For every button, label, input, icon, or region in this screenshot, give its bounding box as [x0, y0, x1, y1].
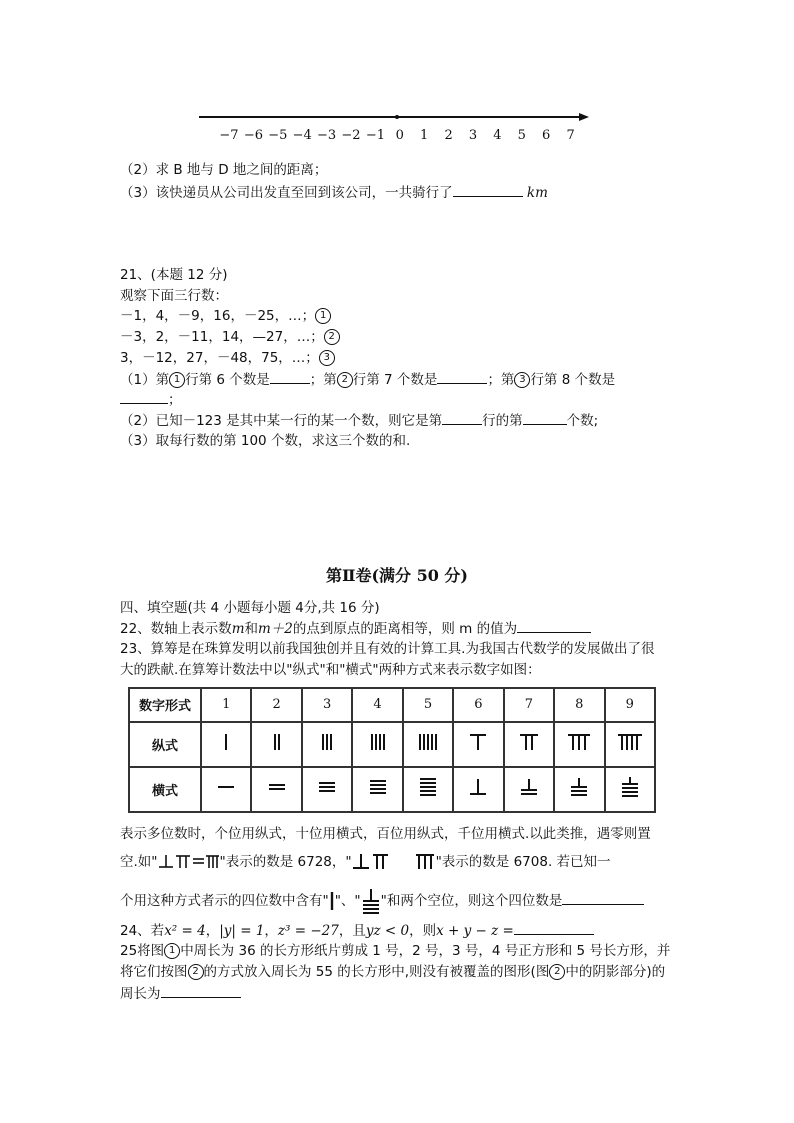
table-header-row: [129, 688, 655, 722]
q24-blank[interactable]: [514, 920, 594, 935]
q21-row1: [120, 306, 331, 326]
q22-b: 和: [244, 621, 258, 637]
tick-label: −7: [219, 128, 239, 143]
q22-a: 22、数轴上表示数: [120, 621, 232, 637]
q21-row2: [120, 327, 340, 347]
q24-b: ，且: [338, 923, 366, 939]
tick-label: −5: [268, 128, 288, 143]
q22-m: m: [231, 621, 245, 637]
zong-cell: [605, 722, 656, 767]
q23-l5-c: "和两个空位，则这个四位数是: [380, 893, 563, 909]
figure1-marker: 1: [164, 943, 180, 959]
row2-marker: 2: [324, 329, 340, 345]
heng-cell: [504, 767, 554, 812]
rod-heng-9-icon: [615, 776, 645, 798]
tick-label: 3: [468, 128, 478, 143]
heng-cell: [302, 767, 352, 812]
q25-l2-a: 将它们按图: [120, 964, 188, 980]
digit-4: 4: [352, 688, 402, 722]
q25-l2-c: 中的阴影部分)的: [565, 964, 666, 980]
q25-blank[interactable]: [161, 983, 241, 998]
q21-p1-a: （1）第: [120, 372, 170, 388]
heng-cell: [554, 767, 604, 812]
rod-zong-6-icon: [463, 731, 493, 753]
q21-blank-4[interactable]: [442, 410, 482, 425]
digit-7: 7: [504, 688, 554, 722]
section-title: 第Ⅱ卷(满分 50 分): [325, 566, 469, 585]
digit-5: 5: [403, 688, 453, 722]
row3-marker: 3: [319, 350, 335, 366]
q21-p1-b: 行第 6 个数是: [185, 372, 270, 388]
tick-label: 6: [542, 128, 551, 143]
q24-eq5: x + y − z =: [436, 923, 514, 939]
tick-label: 1: [420, 128, 429, 143]
heng-row: [129, 767, 655, 812]
row2-marker: 2: [337, 372, 353, 388]
rods-6708-icon: [352, 852, 436, 872]
q23-l5-a: 个用这种方式者示的四位数中含有": [120, 893, 329, 909]
q21-part1-cont: [120, 389, 182, 410]
rods-6728-icon: [158, 853, 220, 871]
q21-p1-e: ；第: [487, 372, 515, 388]
q22-blank[interactable]: [517, 618, 591, 633]
zong-label: 纵式: [129, 722, 201, 767]
rod-heng-1-icon: [211, 776, 241, 798]
rod-heng-7-icon: [514, 776, 544, 798]
q23-l4-a: 空.如": [120, 854, 158, 870]
q25-line1: [120, 941, 670, 961]
rod-zong-2-icon: [262, 731, 292, 753]
heng-cell: [605, 767, 656, 812]
number-line: [195, 106, 595, 146]
q23-line4: [120, 852, 611, 872]
digit-6: 6: [453, 688, 503, 722]
zong-row: [129, 722, 655, 767]
q24-c: ，则: [409, 923, 437, 939]
number-line-arrow: [579, 113, 589, 121]
q21-row2-text: －3，2，－11，14，—27，…；: [120, 329, 324, 345]
heng-cell: [453, 767, 503, 812]
rod-zong-9-icon: [615, 731, 645, 753]
q21-blank-3[interactable]: [120, 389, 168, 404]
tick-label: −1: [365, 128, 385, 143]
q24-sep2: ，: [264, 923, 278, 939]
zong-cell: [504, 722, 554, 767]
rod-heng-8-icon: [564, 776, 594, 798]
zong-cell: [352, 722, 402, 767]
tick-label: −6: [243, 128, 263, 143]
q24-eq1: x² = 4: [164, 923, 206, 939]
rod-zong-8-icon: [564, 731, 594, 753]
q21-blank-1[interactable]: [270, 369, 310, 384]
figure2-marker: 2: [549, 964, 565, 980]
zong-cell: [554, 722, 604, 767]
rod-zong-3-icon: [312, 731, 342, 753]
q21-row1-text: －1，4，－9，16，－25，…；: [120, 308, 316, 324]
rod-heng-5-icon: [413, 776, 443, 798]
q23-l4-b: "表示的数是 6728，": [219, 854, 352, 870]
rod-heng-2-icon: [262, 776, 292, 798]
q20-answer-blank[interactable]: [453, 182, 523, 197]
q24-eq3: z³ = −27: [277, 923, 339, 939]
tick-label: 7: [566, 128, 575, 143]
heng-cell: [201, 767, 251, 812]
number-line-origin: [395, 115, 399, 119]
q25-l3: 周长为: [120, 986, 161, 1002]
zong-cell: [403, 722, 453, 767]
rod-zong-4-icon: [363, 731, 393, 753]
counting-rods-table: [128, 687, 656, 813]
q23-blank[interactable]: [562, 890, 644, 905]
q21-p2-b: 行的第: [482, 413, 523, 429]
q20-part2: （2）求 B 地与 D 地之间的距离；: [120, 162, 328, 178]
row3-marker: 3: [514, 372, 530, 388]
tick-label: −2: [341, 128, 361, 143]
q21-p2-a: （2）已知－123 是其中某一行的某一个数，则它是第: [120, 413, 443, 429]
q21-part2: [120, 410, 598, 431]
row1-marker: 1: [315, 308, 331, 324]
q23-line1: 23、算筹是在珠算发明以前我国独创并且有效的计算工具.为我国古代数学的发展做出了很: [120, 641, 655, 657]
q23-line2: 大的跌献.在算筹计数法中以"纵式"和"横式"两种方式来表示数字如图：: [120, 662, 541, 678]
zong-cell: [453, 722, 503, 767]
section4-heading: 四、填空题(共 4 小题每小题 4分,共 16 分): [120, 600, 380, 616]
zong-cell: [201, 722, 251, 767]
rod-heng-9-inline-icon: [361, 888, 381, 914]
q22-c: 的点到原点的距离相等，则 m 的值为: [292, 621, 518, 637]
q24: [120, 920, 594, 941]
q20-unit: km: [526, 185, 548, 201]
q23-line5: [120, 888, 644, 914]
q24-eq4: yz < 0: [365, 923, 410, 939]
q20-part3-text: （3）该快递员从公司出发直至回到该公司，一共骑行了: [120, 185, 453, 201]
tick-label: 0: [395, 128, 404, 143]
q23-l5-b: "、": [334, 893, 361, 909]
q24-sep1: ，: [205, 923, 220, 939]
rod-zong-5-icon: [413, 731, 443, 753]
rod-heng-3-icon: [312, 776, 342, 798]
q21-header: 21、(本题 12 分): [120, 267, 228, 283]
tick-label: −3: [317, 128, 337, 143]
q21-p1-g: ；: [168, 392, 182, 408]
tick-label: 5: [517, 128, 526, 143]
heng-cell: [251, 767, 301, 812]
q21-part1: [120, 369, 615, 390]
q25-l2-b: 的方式放入周长为 55 的长方形中,则没有被覆盖的图形(图: [203, 964, 550, 980]
q23-line3: 表示多位数时，个位用纵式，十位用横式，百位用纵式，千位用横式.以此类推，遇零则置: [120, 826, 651, 842]
digit-2: 2: [251, 688, 301, 722]
q21-part3: （3）取每行数的第 100 个数，求这三个数的和.: [120, 433, 411, 449]
q21-p1-c: ；第: [309, 372, 337, 388]
header-label: 数字形式: [129, 688, 201, 722]
figure2-marker: 2: [188, 964, 204, 980]
q21-p1-d: 行第 7 个数是: [352, 372, 438, 388]
tick-label: −4: [292, 128, 312, 143]
q22-m2: m＋2: [258, 621, 293, 637]
heng-cell: [403, 767, 453, 812]
rod-zong-7-icon: [514, 731, 544, 753]
tick-label: 4: [493, 128, 502, 143]
zong-cell: [302, 722, 352, 767]
q25-line2: [120, 962, 665, 982]
rod-zong-1-icon: [211, 731, 241, 753]
digit-8: 8: [554, 688, 604, 722]
q21-row3: [120, 348, 335, 368]
digit-3: 3: [302, 688, 352, 722]
tick-label: 2: [444, 128, 453, 143]
q20-part3: [120, 182, 548, 203]
heng-label: 横式: [129, 767, 201, 812]
q21-row3-text: 3，－12，27，－48，75，…；: [120, 350, 319, 366]
q21-blank-2[interactable]: [437, 369, 487, 384]
q21-p1-f: 行第 8 个数是: [530, 372, 616, 388]
digit-1: 1: [201, 688, 251, 722]
q21-intro: 观察下面三行数：: [120, 288, 228, 304]
zong-cell: [251, 722, 301, 767]
q22: [120, 618, 591, 639]
q24-a: 24、若: [120, 923, 165, 939]
q25-l1-b: 中周长为 36 的长方形纸片剪成 1 号，2 号，3 号，4 号正方形和 5 号长方形，并: [180, 943, 671, 959]
q21-p2-c: 个数;: [566, 413, 599, 429]
rod-heng-4-icon: [363, 776, 393, 798]
rod-heng-6-icon: [463, 776, 493, 798]
q21-blank-5[interactable]: [523, 410, 567, 425]
row1-marker: 1: [169, 372, 185, 388]
q24-eq2: |y| = 1: [219, 923, 265, 939]
q25-l1-a: 25将图: [120, 943, 165, 959]
digit-9: 9: [605, 688, 656, 722]
heng-cell: [352, 767, 402, 812]
q23-l4-c: "表示的数是 6708. 若已知一: [435, 854, 611, 870]
q25-line3: [120, 983, 241, 1004]
